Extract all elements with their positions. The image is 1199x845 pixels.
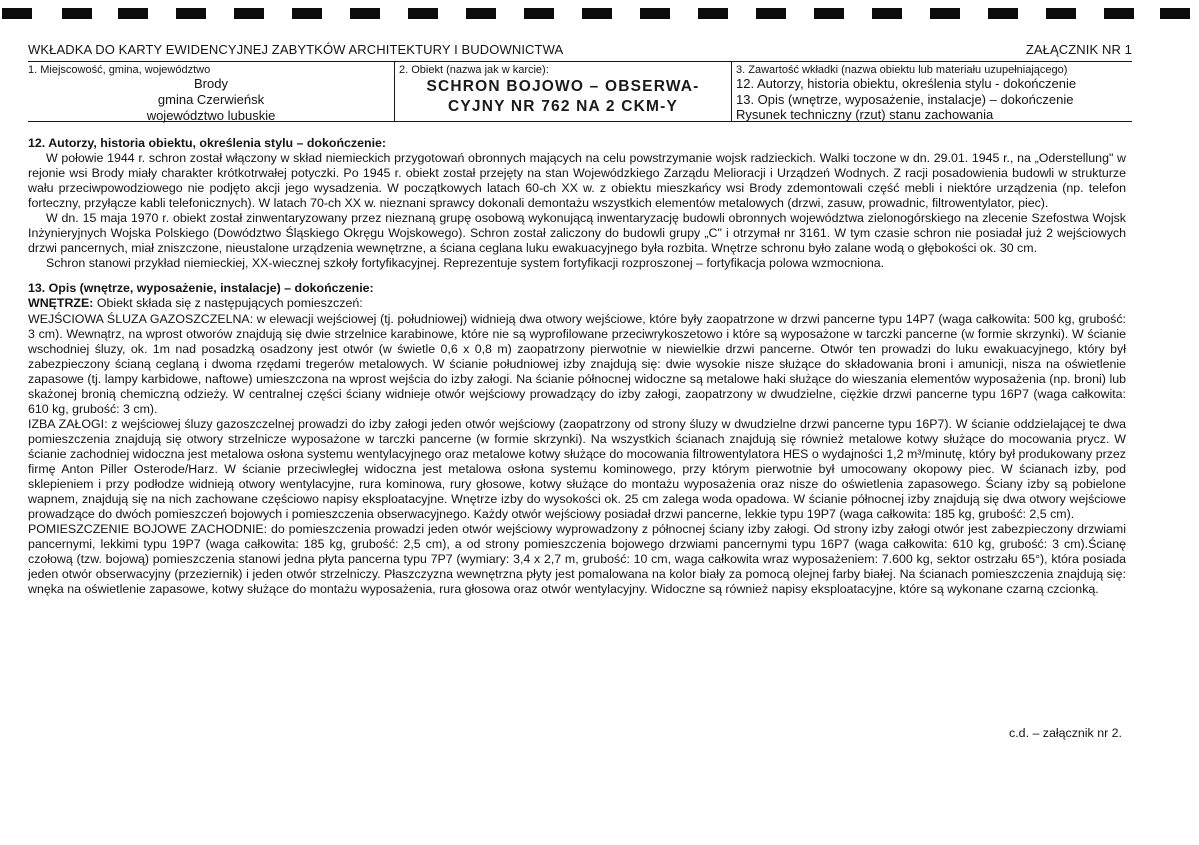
strip-mark xyxy=(756,8,786,19)
object-name-line: SCHRON BOJOWO – OBSERWA- xyxy=(426,78,700,95)
section-13-paragraph: POMIESZCZENIE BOJOWE ZACHODNIE: do pomieszczenia prowadzi jeden otwór wejściowy wyprowadzony z północnej ściany izby załogi. Od strony izby załogi otwór jest zabezpieczony drzwiami pancernymi, lekkimi typu 19P7 (waga całkowita: 185 kg, grubość: 2,5 cm), a od strony pomieszczenia bojowego drzwiami pancernymi typu 16P7 (waga całkowita: 610 kg, grubość: 3 cm).Ścianę czołową (tzw. bojową) pomieszczenia stanowi jedna płyta pancerna typu 7P7 (wymiary: 3,4 x 2,7 m, grubość: 10 cm, waga całkowita wraz wyposażeniem: 7.600 kg, sektor ostrzału 65°), która posiada jeden otwór obserwacyjny (przeziernik) i jeden otwór strzelniczy. Płaszczyzna wewnętrzna płyty jest pomalowana na kolor biały za pomocą olejnej farby białej. Na ścianach pomieszczenia znajdują się: wnęka na oświetlenie zapasowe, kotwy służące do montażu wyposażenia, rura głosowa oraz otwór wentylacyjny. Widoczne są również napisy eksploatacyjne, które są wykonane czarną czcionką. xyxy=(28,522,1126,597)
place-voivodeship: województwo lubuskie xyxy=(146,108,276,123)
object-label: 2. Obiekt (nazwa jak w karcie): xyxy=(399,64,549,76)
contents-item: 12. Autorzy, historia obiektu, określenia stylu - dokończenie xyxy=(736,76,1077,91)
contents-cell xyxy=(732,62,1132,121)
info-box xyxy=(28,61,1132,122)
interior-intro-line xyxy=(28,296,1126,311)
section-13-paragraph: IZBA ZAŁOGI: z wejściowej śluzy gazoszczelnej prowadzi do izby załogi jeden otwór wejściowy (zaopatrzony od strony śluzy w dwudzielne drzwi pancerne typu 16P7). W ścianie oddzielającej te dwa pomieszczenia znajdują się otwory strzelnicze wyposażone w tarczki pancerne (w formie skrzynki). Na wszystkich ścianach znajdują się również metalowe kotwy służące do mocowania prycz. W ścianie zachodniej widoczna jest metalowa osłona systemu wentylacyjnego oraz metalowe kotwy służące do mocowania filtrowentylatora HES o wydajności 1,2 m³/minutę, który był produkowany przez firmę Anton Piller Osterode/Harz. W ścianie przeciwległej widoczna jest metalowa osłona systemu kominowego, przy którym pierwotnie był umocowany okopowy piec. W ścianach izby, pod sklepieniem i przy podłodze widnieją otwory wentylacyjne, rura kominowa, rury głosowe, kotwy służące do montażu wyposażenia oraz nisze do oświetlenia zapasowego. Ściany izby są pobielone wapnem, znajdują się na nich zachowane częściowo napisy eksploatacyjne. Wnętrze izby do wysokości ok. 25 cm zalega woda opadowa. W ścianie północnej izby znajdują się dwa otwory wejściowe prowadzące do dwóch pomieszczeń bojowych i pomieszczenia obserwacyjnego. Każdy otwór wejściowy posiadał drzwi pancerne, lekkie typu 19P7 (waga całkowita: 185 kg, grubość: 2,5 cm). xyxy=(28,416,1126,522)
place-town: Brody xyxy=(194,76,228,91)
place-values xyxy=(28,76,394,124)
strip-mark xyxy=(408,8,438,19)
document-header xyxy=(28,42,1132,57)
document-title: WKŁADKA DO KARTY EWIDENCYJNEJ ZABYTKÓW ARCHITEKTURY I BUDOWNICTWA xyxy=(28,42,564,57)
strip-mark xyxy=(466,8,496,19)
strip-mark xyxy=(988,8,1018,19)
continuation-note: c.d. – załącznik nr 2. xyxy=(1009,726,1122,740)
section-12-heading: 12. Autorzy, historia obiektu, określenia stylu – dokończenie: xyxy=(28,136,387,150)
strip-mark xyxy=(350,8,380,19)
document-page xyxy=(28,42,1132,123)
annex-label: ZAŁĄCZNIK NR 1 xyxy=(1025,42,1132,57)
strip-mark xyxy=(930,8,960,19)
object-cell xyxy=(395,62,732,121)
strip-mark xyxy=(524,8,554,19)
object-name-line: CYJNY NR 762 NA 2 CKM-Y xyxy=(447,98,679,115)
strip-mark xyxy=(1160,8,1190,19)
place-cell xyxy=(28,62,395,121)
contents-list xyxy=(732,76,1132,123)
punch-strip xyxy=(0,8,1199,20)
section-13-heading: 13. Opis (wnętrze, wyposażenie, instalacje) – dokończenie: xyxy=(28,281,374,296)
interior-intro: Obiekt składa się z następujących pomieszczeń: xyxy=(93,296,363,311)
strip-mark xyxy=(2,8,32,19)
place-label: 1. Miejscowość, gmina, województwo xyxy=(28,64,211,76)
strip-mark xyxy=(814,8,844,19)
strip-mark xyxy=(698,8,728,19)
object-name xyxy=(395,77,731,117)
section-12-paragraph: W dn. 15 maja 1970 r. obiekt został zinwentaryzowany przez nieznaną grupę osobową wykonującą inwentaryzację budowli obronnych województwa zielonogórskiego na zlecenie Szefostwa Wojsk Inżynieryjnych Wojska Polskiego (Dowództwo Śląskiego Okręgu Wojskowego). Schron został zaliczony do budowli grupy „C" i otrzymał nr 3161. W tym czasie schron nie posiadał już 2 wejściowych drzwi pancernych, miał zniszczone, nieustalone urządzenia wewnętrzne, a ściana ceglana luku ewakuacyjnego była rozbita. Wnętrze schronu było zalane wodą o głębokości ok. 30 cm. xyxy=(28,211,1126,256)
contents-item: Rysunek techniczny (rzut) stanu zachowania xyxy=(736,107,994,122)
strip-mark xyxy=(1046,8,1076,19)
place-commune: gmina Czerwieńsk xyxy=(157,92,265,107)
strip-mark xyxy=(872,8,902,19)
strip-mark xyxy=(582,8,612,19)
section-12-paragraph: Schron stanowi przykład niemieckiej, XX-wiecznej szkoły fortyfikacyjnej. Reprezentuje system fortyfikacji rozproszonej – fortyfikacja polowa wzmocniona. xyxy=(46,256,885,271)
contents-label: 3. Zawartość wkładki (nazwa obiektu lub materiału uzupełniającego) xyxy=(736,64,1068,76)
contents-item: 13. Opis (wnętrze, wyposażenie, instalacje) – dokończenie xyxy=(736,91,1074,107)
strip-mark xyxy=(118,8,148,19)
interior-label: WNĘTRZE: xyxy=(28,296,94,311)
section-13-paragraph: WEJŚCIOWA ŚLUZA GAZOSZCZELNA: w elewacji wejściowej (tj. południowej) widnieją dwa otwory wejściowe, które były zaopatrzone w drzwi pancerne typu 14P7 (waga całkowita: 500 kg, grubość: 3 cm). Wewnątrz, na wprost otworów znajdują się dwie strzelnice karabinowe, które nie są wyprofilowane przeciwrykoszetowo i które są wyposażone w tarczki pancerne (w formie skrzynki). W ścianie wschodniej śluzy, ok. 1m nad posadzką osadzony jest otwór (w świetle 0,6 x 0,8 m) zaopatrzony pierwotnie w niewielkie drzwi pancerne. Otwór ten prowadzi do luku ewakuacyjnego, który był zabezpieczony ścianą ceglaną i dwoma rzędami tregerów metalowych. W ścianie południowej izby znajdują się: dwie wysokie nisze służące do składowania broni i amunicji, nisza na oświetlenie zapasowe (tj. lampy karbidowe, naftowe) umieszczona na wprost wejścia do izby załogi. Na ścianie północnej widoczne są metalowe haki służące do wieszania elementów wyposażenia (np. broni) lub skażonej bronią chemiczną odzieży. W centralnej części ściany widnieje otwór wejściowy prowadzący do izby załogi, zaopatrzony w dwudzielne, ciężkie drzwi pancerne typu 16P7 (waga całkowita: 610 kg, grubość: 3 cm). xyxy=(28,311,1126,416)
strip-mark xyxy=(1104,8,1134,19)
strip-mark xyxy=(176,8,206,19)
section-12-paragraph: W połowie 1944 r. schron został włączony w skład niemieckich przygotowań obronnych mających na celu powstrzymanie wojsk radzieckich. Walki toczone w dn. 29.01. 1945 r., na „Oderstellung" w rejonie wsi Brody miały charakter krótkotrwałej potyczki. Po 1945 r. obiekt został przejęty na stan Wojewódzkiego Zarządu Melioracji i Urządzeń Wodnych. Z racji posadowienia budowli w strukturze wału przeciwpowodziowego nie podjęto akcji jego wysadzenia. W początkowych latach 60-ch XX w. z obiektu mieszkańcy wsi Brody zdemontowali część mebli i niektóre urządzenia (np. telefon forteczny, przyłącze kabli telefonicznych). W latach 70-ch XX w. nieznani sprawcy dokonali demontażu wszystkich elementów metalowych (drzwi, zasuw, prowadnic, filtrowentylator, piec). xyxy=(28,151,1126,211)
strip-mark xyxy=(640,8,670,19)
strip-mark xyxy=(292,8,322,19)
strip-mark xyxy=(62,8,92,19)
document-body xyxy=(28,136,1126,597)
section-gap xyxy=(28,271,1126,281)
strip-mark xyxy=(234,8,264,19)
